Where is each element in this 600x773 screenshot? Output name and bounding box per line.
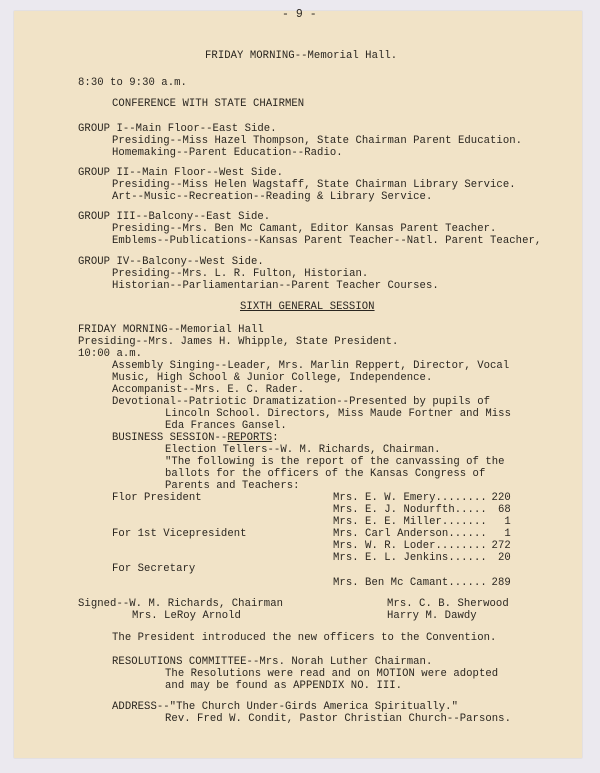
- candidate-row: [333, 552, 511, 564]
- vote-count: 68: [497, 504, 511, 516]
- vote-count: 1: [504, 528, 511, 540]
- group-heading: GROUP II--Main Floor--West Side.: [78, 167, 284, 179]
- group-heading: GROUP III--Balcony--East Side.: [78, 211, 271, 223]
- report-intro: "The following is the report of the canvassing of the: [165, 456, 505, 468]
- candidate-row: [333, 516, 511, 528]
- vote-count: 20: [497, 552, 511, 564]
- group-presiding: Presiding--Miss Helen Wagstaff, State Chairman Library Service.: [112, 179, 516, 191]
- candidate-name: Mrs. Carl Anderson......: [333, 528, 487, 540]
- group-topics: Art--Music--Recreation--Reading & Library Service.: [112, 191, 433, 203]
- group-presiding: Presiding--Mrs. L. R. Fulton, Historian.: [112, 268, 369, 280]
- candidate-row: [333, 577, 511, 589]
- vote-count: 1: [504, 516, 511, 528]
- office-label: For 1st Vicepresident: [112, 528, 247, 540]
- group-topics: Historian--Parliamentarian--Parent Teacher Courses.: [112, 280, 439, 292]
- business-colon: :: [272, 432, 279, 444]
- address-speaker: Rev. Fred W. Condit, Pastor Christian Church--Parsons.: [165, 713, 511, 725]
- office-label: For Secretary: [112, 563, 196, 575]
- report-intro-cont-2: Parents and Teachers:: [165, 480, 300, 492]
- assembly-singing: Assembly Singing--Leader, Mrs. Marlin Reppert, Director, Vocal: [112, 360, 510, 372]
- candidate-row: [333, 528, 511, 540]
- candidate-name: Mrs. E. E. Miller.......: [333, 516, 487, 528]
- candidate-name: Mrs. E. J. Nodurfth.....: [333, 504, 487, 516]
- group-presiding: Presiding--Miss Hazel Thompson, State Chairman Parent Education.: [112, 135, 523, 147]
- group-heading: GROUP IV--Balcony--West Side.: [78, 256, 264, 268]
- group-presiding: Presiding--Mrs. Ben Mc Camant, Editor Kansas Parent Teacher.: [112, 223, 497, 235]
- signature-right-2: Harry M. Dawdy: [387, 610, 477, 622]
- session-time: 10:00 a.m.: [78, 348, 143, 360]
- business-session-label: BUSINESS SESSION--: [112, 432, 228, 444]
- report-intro-cont: ballots for the officers of the Kansas Congress of: [165, 468, 486, 480]
- devotional: Devotional--Patriotic Dramatization--Presented by pupils of: [112, 396, 491, 408]
- accompanist: Accompanist--Mrs. E. C. Rader.: [112, 384, 305, 396]
- candidate-row: [333, 540, 511, 552]
- resolutions-text-cont: and may be found as APPENDIX NO. III.: [165, 680, 403, 692]
- header-title: FRIDAY MORNING--Memorial Hall.: [205, 50, 398, 62]
- president-note: The President introduced the new officers to the Convention.: [112, 632, 497, 644]
- devotional-cont: Lincoln School. Directors, Miss Maude Fortner and Miss: [165, 408, 511, 420]
- resolutions-text: The Resolutions were read and on MOTION were adopted: [165, 668, 499, 680]
- election-tellers: Election Tellers--W. M. Richards, Chairman.: [165, 444, 441, 456]
- session-presiding: Presiding--Mrs. James H. Whipple, State President.: [78, 336, 399, 348]
- candidate-row: [333, 492, 511, 504]
- candidate-name: Mrs. W. R. Loder........: [333, 540, 487, 552]
- time-slot: 8:30 to 9:30 a.m.: [78, 77, 187, 89]
- office-label: Flor President: [112, 492, 202, 504]
- group-topics: Emblems--Publications--Kansas Parent Teacher--Natl. Parent Teacher,: [112, 235, 542, 247]
- candidate-name: Mrs. E. W. Emery........: [333, 492, 487, 504]
- vote-count: 272: [491, 540, 511, 552]
- reports-label: REPORTS: [227, 432, 273, 444]
- assembly-singing-cont: Music, High School & Junior College, Independence.: [112, 372, 433, 384]
- signature-right-1: Mrs. C. B. Sherwood: [387, 598, 509, 610]
- address-title: ADDRESS--"The Church Under-Girds America Spiritually.": [112, 701, 458, 713]
- session-location: FRIDAY MORNING--Memorial Hall: [78, 324, 264, 336]
- business-session: [112, 432, 279, 444]
- group-heading: GROUP I--Main Floor--East Side.: [78, 123, 277, 135]
- candidate-row: [333, 504, 511, 516]
- group-topics: Homemaking--Parent Education--Radio.: [112, 147, 343, 159]
- session-title: SIXTH GENERAL SESSION: [240, 301, 375, 313]
- vote-count: 289: [491, 577, 511, 589]
- signature-left-2: Mrs. LeRoy Arnold: [132, 610, 241, 622]
- resolutions-heading: RESOLUTIONS COMMITTEE--Mrs. Norah Luther Chairman.: [112, 656, 433, 668]
- signature-left-1: Signed--W. M. Richards, Chairman: [78, 598, 284, 610]
- page-number: - 9 -: [282, 8, 317, 21]
- devotional-cont-2: Eda Frances Gansel.: [165, 420, 287, 432]
- vote-count: 220: [491, 492, 511, 504]
- candidate-name: Mrs. E. L. Jenkins......: [333, 552, 487, 564]
- conference-title: CONFERENCE WITH STATE CHAIRMEN: [112, 98, 305, 110]
- candidate-name: Mrs. Ben Mc Camant......: [333, 577, 487, 589]
